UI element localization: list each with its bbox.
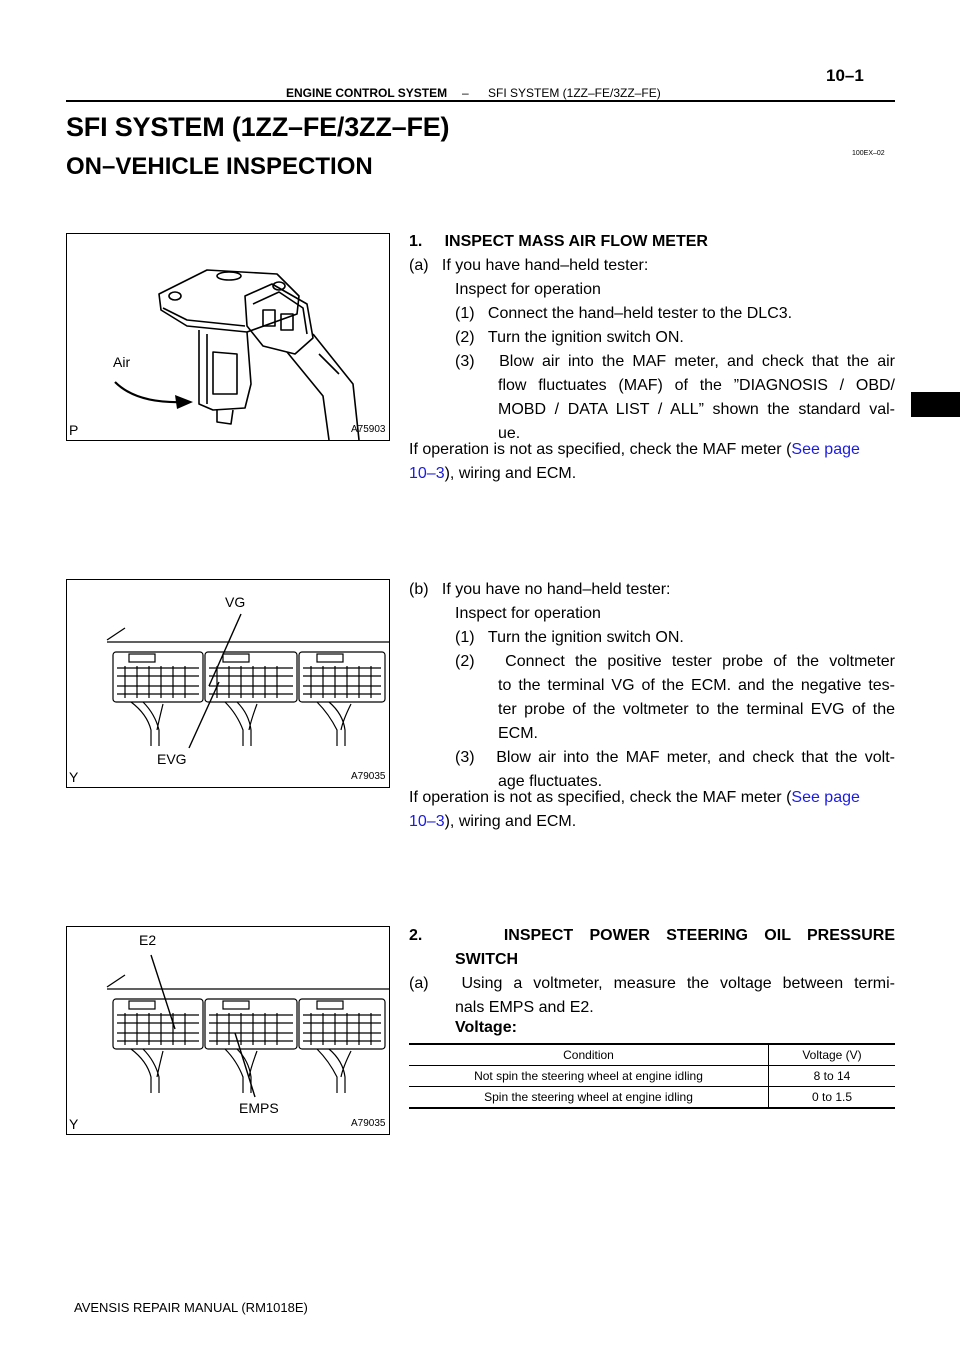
ecm-connector-illustration [67, 927, 389, 1134]
label-e2: E2 [139, 932, 157, 948]
table-cell: 8 to 14 [769, 1066, 896, 1087]
step1-a-note: If operation is not as specified, check the MAF meter (See page [409, 441, 860, 458]
step1-a-item1: (1) Connect the hand–held tester to the DLC3. [455, 305, 793, 322]
step1-b-item2-cont3: ECM. [498, 725, 538, 742]
table-row [409, 1066, 895, 1087]
label-vg: VG [225, 594, 246, 610]
step1-b-item3-cont: age fluctuates. [498, 773, 603, 790]
step1-a-sub: Inspect for operation [455, 281, 601, 298]
step1-b-sub: Inspect for operation [455, 605, 601, 622]
step2-heading-cont: SWITCH [455, 951, 519, 968]
figure-maf-meter [66, 233, 390, 441]
step1-b-item1: (1) Turn the ignition switch ON. [455, 629, 684, 646]
step1-b-label: (b) If you have no hand–held tester: [409, 581, 671, 598]
step1-b-note: If operation is not as specified, check the MAF meter (See page [409, 789, 860, 806]
step2-a-label: (a) Using a voltmeter, measure the voltage between termi- [409, 975, 895, 992]
figure-code: A75903 [351, 424, 386, 435]
header-section: ENGINE CONTROL SYSTEM [286, 86, 448, 100]
page-ref-link[interactable]: 10–3 [409, 465, 445, 482]
table-row [409, 1087, 895, 1109]
page-title: SFI SYSTEM (1ZZ–FE/3ZZ–FE) [66, 112, 450, 142]
figure-ecm-vg [66, 579, 390, 788]
figure-code: A79035 [351, 1118, 386, 1129]
see-page-link[interactable]: See page [791, 789, 860, 806]
figure-letter: Y [69, 1116, 79, 1132]
step2-a-cont: nals EMPS and E2. [455, 999, 594, 1016]
label-emps: EMPS [239, 1100, 279, 1116]
step1-b-item2: (2) Connect the positive tester probe of the voltmeter [455, 653, 895, 670]
doc-id: 100EX–02 [852, 150, 885, 157]
table-header-condition: Condition [409, 1044, 769, 1066]
step1-b-item2-cont2: ter probe of the voltmeter to the terminal EVG of the [498, 701, 895, 718]
step1-a-item3-cont2: MOBD / DATA LIST / ALL” shown the standard val- [498, 401, 895, 418]
step1-b-item3: (3) Blow air into the MAF meter, and check that the volt- [455, 749, 895, 766]
figure-code: A79035 [351, 771, 386, 782]
step1-b-item2-cont1: to the terminal VG of the ECM. and the negative tes- [498, 677, 895, 694]
maf-meter-illustration [67, 234, 389, 440]
table-cell: Spin the steering wheel at engine idling [409, 1087, 769, 1109]
header-separator: – [462, 86, 469, 100]
page-subtitle: ON–VEHICLE INSPECTION [66, 153, 373, 180]
figure-letter: Y [69, 769, 79, 785]
step1-a-label: (a) If you have hand–held tester: [409, 257, 649, 274]
table-cell: 0 to 1.5 [769, 1087, 896, 1109]
page-ref-link[interactable]: 10–3 [409, 813, 445, 830]
step1-b-note-cont: 10–3), wiring and ECM. [409, 813, 577, 830]
figure-ecm-emps [66, 926, 390, 1135]
voltage-spec-table [409, 1043, 895, 1109]
voltage-label: Voltage: [455, 1019, 517, 1036]
label-air: Air [113, 354, 131, 370]
page-number: 10–1 [826, 66, 864, 85]
figure-letter: P [69, 422, 79, 438]
see-page-link[interactable]: See page [791, 441, 860, 458]
label-evg: EVG [157, 751, 187, 767]
step1-heading: 1. INSPECT MASS AIR FLOW METER [409, 233, 708, 250]
step1-a-item3: (3) Blow air into the MAF meter, and check that the air [455, 353, 895, 370]
step2-heading: 2. INSPECT POWER STEERING OIL PRESSURE [409, 927, 895, 944]
header-rule [66, 100, 895, 102]
step1-a-item2: (2) Turn the ignition switch ON. [455, 329, 684, 346]
ecm-connector-illustration [67, 580, 389, 787]
table-cell: Not spin the steering wheel at engine idling [409, 1066, 769, 1087]
section-tab [911, 392, 960, 417]
table-header-voltage: Voltage (V) [769, 1044, 896, 1066]
step1-a-note-cont: 10–3), wiring and ECM. [409, 465, 577, 482]
step1-a-item3-cont3: ue. [498, 425, 521, 442]
header-subsection: SFI SYSTEM (1ZZ–FE/3ZZ–FE) [488, 86, 661, 100]
footer: AVENSIS REPAIR MANUAL (RM1018E) [74, 1300, 308, 1315]
step1-a-item3-cont1: flow fluctuates (MAF) of the ”DIAGNOSIS / OBD/ [498, 377, 895, 394]
